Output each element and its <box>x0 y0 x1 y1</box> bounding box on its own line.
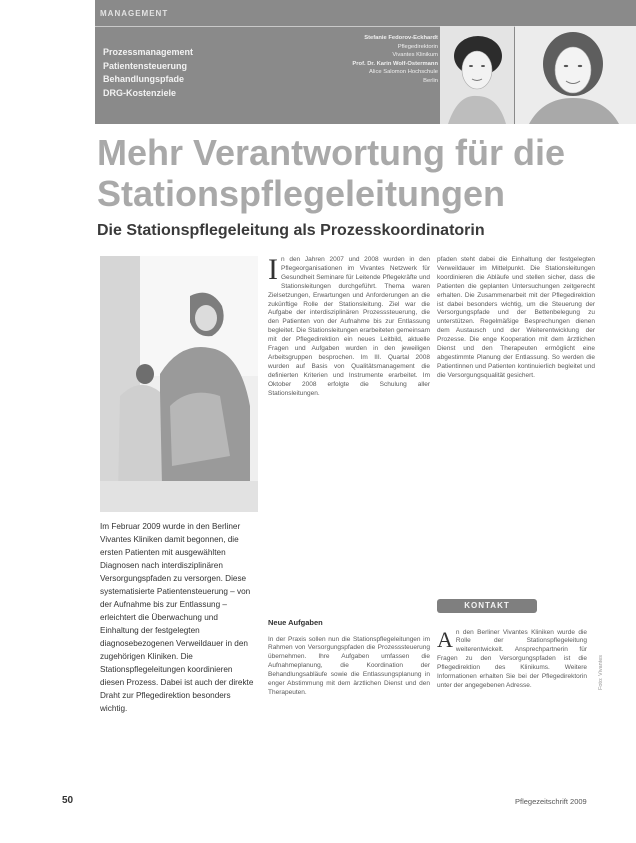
author-line: Alice Salomon Hochschule <box>369 69 438 76</box>
body-text: In der Praxis sollen nun die Stationspflegeleitungen im Rahmen von Versorgungspfaden die Prozesssteuerung übernehmen. Ihre Aufgaben umfassen die Aufnahmeplanung, die Koordination der Behandlungsabläufe sowie die Entlassungsplanung in enger Abstimmung mit dem ärztlichen Dienst und den Therapeuten. <box>268 635 430 696</box>
article-subtitle: Die Stationspflegeleitung als Prozesskoordinatorin <box>97 222 485 239</box>
page-number: 50 <box>62 795 74 806</box>
article-column-1 <box>268 253 430 399</box>
article-column-2 <box>437 256 595 381</box>
author-line: Vivantes Klinikum <box>392 52 438 59</box>
keyword-item: Prozessmanagement <box>103 47 194 57</box>
section-label: MANAGEMENT <box>100 9 169 18</box>
body-text: n den Jahren 2007 und 2008 wurden in den Pflegeorganisationen im Vivantes Netzwerk für Gesundheit Seminare für Leitende Pflegekräfte und Stationsleitungen durchgeführt. Thema waren Zielsetzungen, Erwartungen und Anforderungen an die zukünftige Rolle der Stationsleitung. Ziel war die Aufgabe der interdisziplinären Prozesssteuerung, die den Patienten von der Aufnahme bis zur Entlassung begleitet. Die Stationsleitungen erarbeiteten gemeinsam mit der Pflegedirektion ein neues Leitbild, aktuelle Fragen und Aufgaben wurden in den jeweiligen Arbeitsgruppen besprochen. Im III. Quartal 2008 wurden auf Basis von Qualitätsmanagement die definierten Kriterien und Instrumente erarbeitet. Im Oktober 2008 erfolgte die Schulung aller Stationsleitungen. <box>268 256 430 397</box>
body-text: pfaden steht dabei die Einhaltung der festgelegten Verweildauer im Mittelpunkt. Die Stationsleitungen koordinieren die Abläufe und stellen sicher, dass die Patienten die geplanten Untersuchungen zeitgerecht erhalten. Die Zusammenarbeit mit der Pflegedirektion ist dabei besonders wichtig, um die Steuerung der Versorgungspfade und der Bettenbelegung zu unterstützen. Regelmäßige Besprechungen dienen dem Austausch und der Weiterentwicklung der Prozesse. Die enge Kooperation mit dem ärztlichen Dienst und den Therapeuten ermöglicht eine abgestimmte Planung der Entlassung. So werden die Patientinnen und Patienten kontinuierlich begleitet und die Versorgungsqualität gesichert. <box>437 256 595 379</box>
drop-cap: A <box>437 626 453 652</box>
contact-badge: KONTAKT <box>437 599 537 613</box>
keyword-item: DRG-Kostenziele <box>103 87 177 98</box>
keyword-list <box>103 46 193 100</box>
contact-text <box>437 622 587 697</box>
keyword-item: Behandlungspfade <box>103 74 185 84</box>
author-portrait-1 <box>440 26 514 124</box>
author-portrait-2 <box>515 26 636 124</box>
drop-cap: I <box>268 253 278 286</box>
article-column-1b <box>268 629 430 704</box>
photo-caption: Im Februar 2009 wurde in den Berliner Vivantes Kliniken damit begonnen, die ersten Patienten mit ausgewählten Diagnosen nach interdisziplinären Versorgungspfaden zu versorgen. Diese systematisierte Patientensteuerung – von der Aufnahme bis zur Entlassung – erleichtert die Überwachung und Einhaltung der festgelegten diagnosebezogenen Verweildauer in den zugehörigen Kliniken. Die Stationspflegeleitungen koordinieren diesen Prozess. Dabei ist auch der direkte Draht zur Pflegedirektion besonders wichtig. <box>100 522 254 713</box>
journal-name: Pflegezeitschrift 2009 <box>515 797 587 806</box>
author-block <box>292 34 438 86</box>
photo-credit: Foto: Vivantes <box>598 654 604 690</box>
author-line: Stefanie Fedorov-Eckhardt <box>364 35 438 41</box>
article-title: Mehr Verantwortung für die Stationspflegeleitungen <box>97 132 566 214</box>
section-subheading: Neue Aufgaben <box>268 618 323 627</box>
article-photo <box>100 256 258 512</box>
author-line: Prof. Dr. Karin Wolf-Ostermann <box>352 60 438 67</box>
keyword-item: Patientensteuerung <box>103 60 188 71</box>
body-text: n den Berliner Vivantes Kliniken wurde die Rolle der Stationspflegeleitung weiterentwickelt. Ansprechpartnerin für Fragen zu den Versorgungspfaden ist die Pflegedirektion des Klinikums. Weitere Informationen erhalten Sie bei der Pflegedirektorin unter der angegebenen Adresse. <box>437 628 587 689</box>
author-line: Berlin <box>423 77 438 84</box>
author-line: Pflegedirektorin <box>397 43 438 50</box>
